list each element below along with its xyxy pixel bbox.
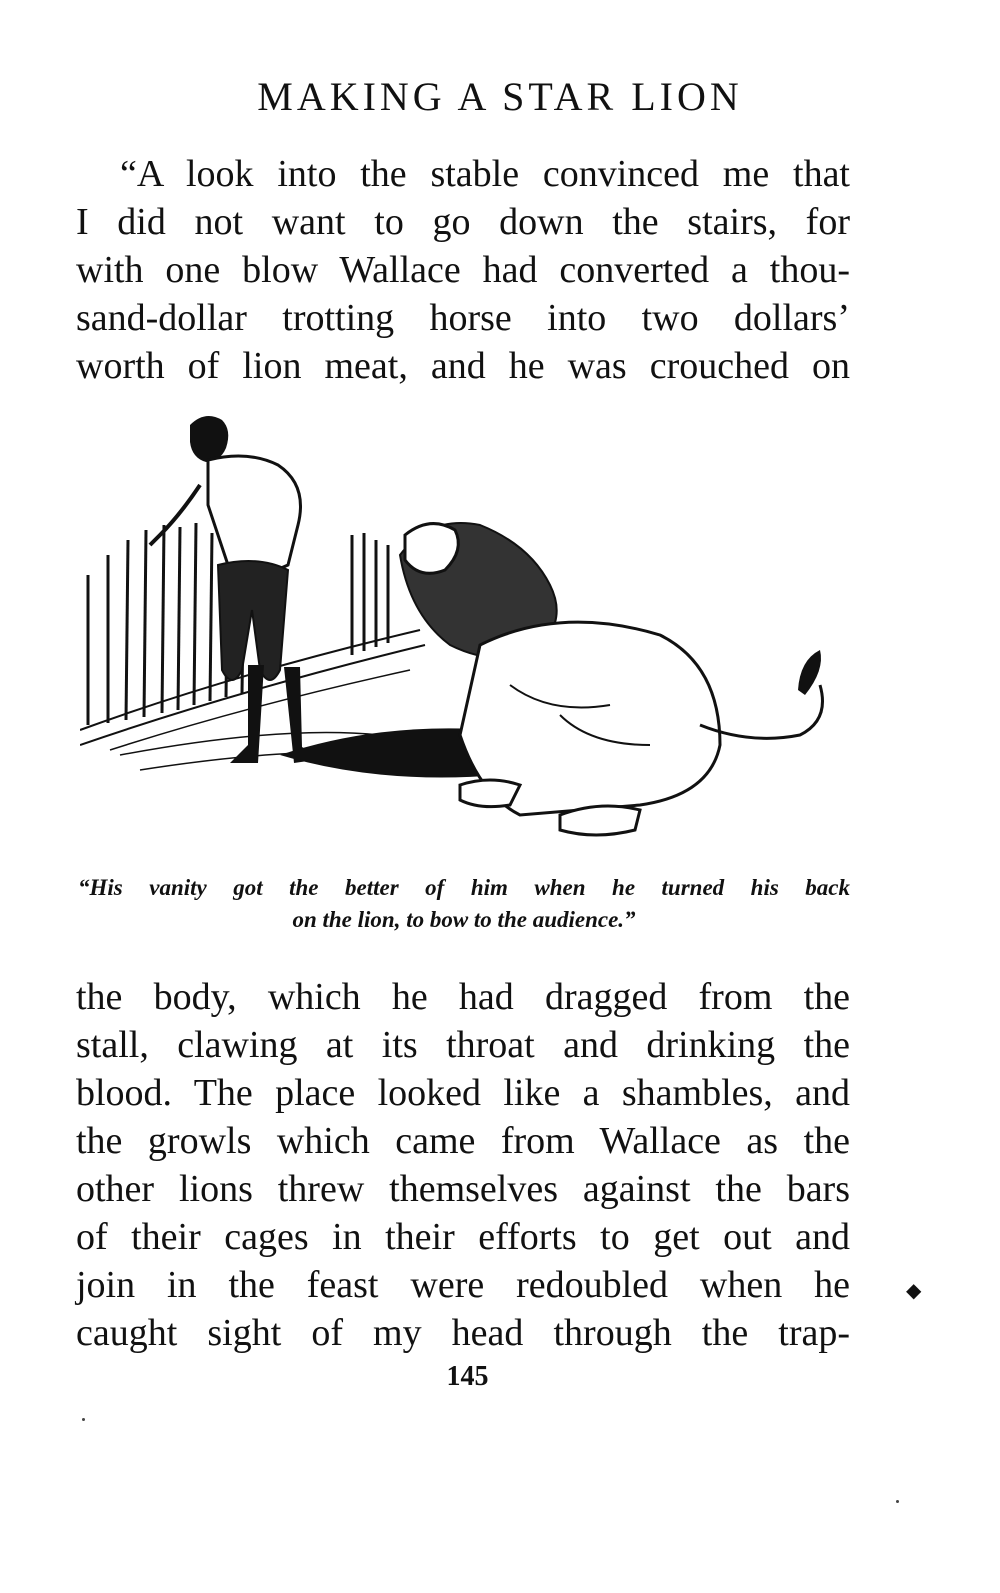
text-line: of their cages in their efforts to get out and bbox=[76, 1216, 850, 1258]
paragraph-bottom bbox=[76, 973, 850, 1357]
page-number: 145 bbox=[446, 1361, 489, 1392]
speck-icon bbox=[896, 1500, 899, 1503]
text-line: other lions threw themselves against the bars bbox=[76, 1168, 850, 1210]
margin-mark-icon: ◆ bbox=[906, 1280, 922, 1302]
text-line: stall, clawing at its throat and drinking the bbox=[76, 1024, 850, 1066]
text-line: with one blow Wallace had converted a thou- bbox=[76, 249, 850, 291]
text-line: worth of lion meat, and he was crouched on bbox=[76, 345, 850, 387]
text-line: the body, which he had dragged from the bbox=[76, 976, 850, 1018]
text-line: blood. The place looked like a shambles, and bbox=[76, 1072, 850, 1114]
caption-line: on the lion, to bow to the audience.” bbox=[292, 907, 636, 932]
caption-line: “His vanity got the better of him when he turned his back bbox=[78, 875, 850, 900]
running-head: MAKING A STAR LION bbox=[257, 74, 743, 119]
text-line: join in the feast were redoubled when he bbox=[76, 1264, 850, 1306]
text-line: I did not want to go down the stairs, for bbox=[76, 201, 850, 243]
text-line: sand-dollar trotting horse into two dollars’ bbox=[76, 297, 850, 339]
paragraph-top bbox=[76, 150, 850, 390]
text-line: “A look into the stable convinced me that bbox=[120, 153, 850, 195]
text-line: caught sight of my head through the trap- bbox=[76, 1312, 850, 1354]
speck-icon bbox=[82, 1418, 85, 1421]
text-line: the growls which came from Wallace as the bbox=[76, 1120, 850, 1162]
tamer-figure bbox=[150, 416, 322, 763]
lion-tamer-illustration-icon bbox=[80, 405, 850, 865]
lion-figure bbox=[400, 523, 823, 835]
illustration-caption bbox=[78, 872, 850, 936]
